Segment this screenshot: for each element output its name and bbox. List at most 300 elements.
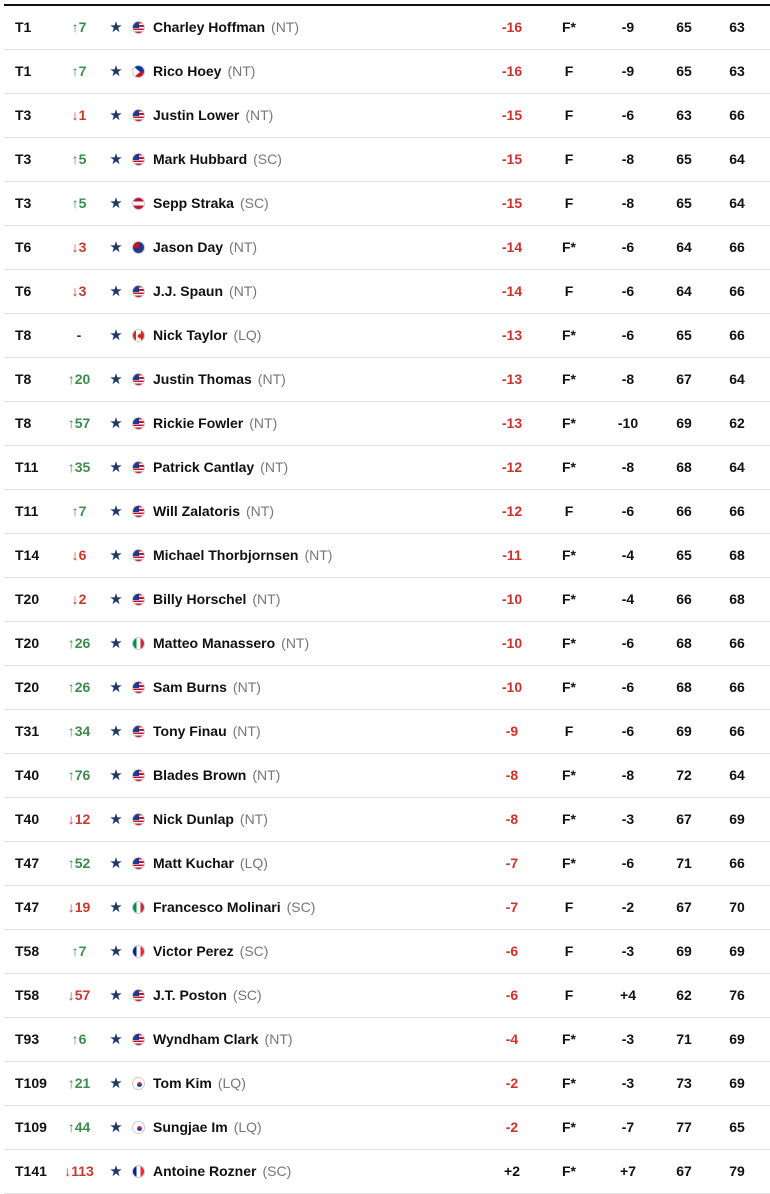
favorite-star-icon[interactable]: ★ (109, 723, 123, 740)
total-score: -16 (501, 63, 523, 79)
player-name[interactable]: Sungjae Im (153, 1119, 228, 1135)
today-score: -6 (621, 503, 635, 519)
round-2-score: 70 (729, 899, 745, 915)
round-2-score: 68 (729, 591, 745, 607)
country-flag-icon (132, 681, 145, 694)
table-row[interactable] (4, 534, 770, 578)
thru-status: F (564, 899, 574, 915)
favorite-star-icon[interactable]: ★ (109, 503, 123, 520)
tour-status: (NT) (257, 371, 286, 387)
total-score: -13 (501, 371, 523, 387)
table-row[interactable] (4, 182, 770, 226)
table-row[interactable] (4, 270, 770, 314)
position-movement: ↓3 (71, 283, 87, 299)
total-score: -8 (505, 767, 519, 783)
total-score: -10 (501, 679, 523, 695)
position: T20 (15, 635, 40, 651)
tour-status: (SC) (239, 195, 269, 211)
thru-status: F (564, 195, 574, 211)
position-movement: ↑26 (67, 635, 91, 651)
player-name[interactable]: Justin Lower (153, 107, 240, 123)
round-1-score: 64 (676, 239, 692, 255)
total-score: -15 (501, 195, 523, 211)
table-row[interactable] (4, 974, 770, 1018)
favorite-star-icon[interactable]: ★ (109, 811, 123, 828)
position: T93 (15, 1031, 40, 1047)
position: T109 (15, 1119, 47, 1135)
position: T8 (15, 371, 32, 387)
today-score: -8 (621, 151, 635, 167)
total-score: -8 (505, 811, 519, 827)
country-flag-icon (132, 65, 145, 78)
total-score: -6 (505, 987, 519, 1003)
position-movement: ↑21 (67, 1075, 91, 1091)
round-2-score: 63 (729, 63, 745, 79)
player-name[interactable]: Victor Perez (153, 943, 234, 959)
tour-status: (NT) (232, 679, 261, 695)
position-movement: ↑7 (71, 503, 87, 519)
position: T40 (15, 767, 40, 783)
round-2-score: 68 (729, 547, 745, 563)
country-flag-icon (132, 945, 145, 958)
thru-status: F (564, 943, 574, 959)
thru-status: F* (562, 327, 576, 343)
player-name[interactable]: J.J. Spaun (153, 283, 224, 299)
tour-status: (NT) (232, 723, 261, 739)
table-row[interactable] (4, 578, 770, 622)
tour-status: (NT) (246, 503, 275, 519)
favorite-star-icon[interactable]: ★ (109, 415, 123, 432)
thru-status: F (564, 503, 574, 519)
position: T31 (15, 723, 40, 739)
country-flag-icon (132, 285, 145, 298)
position-movement: ↑5 (71, 195, 87, 211)
player-name[interactable]: Nick Taylor (153, 327, 228, 343)
table-row[interactable] (4, 1018, 770, 1062)
position-movement: ↑7 (71, 63, 87, 79)
round-2-score: 66 (729, 503, 745, 519)
round-1-score: 63 (676, 107, 692, 123)
round-1-score: 69 (676, 943, 692, 959)
favorite-star-icon[interactable]: ★ (109, 1163, 123, 1180)
favorite-star-icon[interactable]: ★ (109, 459, 123, 476)
today-score: -6 (621, 855, 635, 871)
today-score: -7 (621, 1119, 635, 1135)
leaderboard (0, 4, 770, 1194)
favorite-star-icon[interactable]: ★ (109, 371, 123, 388)
today-score: -10 (617, 415, 639, 431)
round-1-score: 68 (676, 459, 692, 475)
tour-status: (NT) (260, 459, 289, 475)
round-1-score: 67 (676, 811, 692, 827)
round-2-score: 64 (729, 195, 745, 211)
position-movement: ↑26 (67, 679, 91, 695)
total-score: -15 (501, 107, 523, 123)
table-row[interactable] (4, 446, 770, 490)
tour-status: (NT) (264, 1031, 293, 1047)
total-score: -14 (501, 283, 523, 299)
favorite-star-icon[interactable]: ★ (109, 283, 123, 300)
thru-status: F* (562, 855, 576, 871)
player-name[interactable]: Rickie Fowler (153, 415, 244, 431)
player-name[interactable]: Tom Kim (153, 1075, 212, 1091)
position-movement: ↑6 (71, 1031, 87, 1047)
country-flag-icon (132, 417, 145, 430)
thru-status: F (564, 107, 574, 123)
position-movement: ↑7 (71, 943, 87, 959)
tour-status: (NT) (252, 767, 281, 783)
today-score: -6 (621, 723, 635, 739)
favorite-star-icon[interactable]: ★ (109, 1119, 123, 1136)
thru-status: F* (562, 679, 576, 695)
country-flag-icon (132, 373, 145, 386)
country-flag-icon (132, 725, 145, 738)
total-score: -12 (501, 459, 523, 475)
table-row[interactable] (4, 226, 770, 270)
round-2-score: 63 (729, 19, 745, 35)
table-row[interactable] (4, 1150, 770, 1194)
position-movement: ↓57 (67, 987, 91, 1003)
player-name[interactable]: Antoine Rozner (153, 1163, 257, 1179)
round-2-score: 66 (729, 107, 745, 123)
table-row[interactable] (4, 6, 770, 50)
tour-status: (NT) (229, 239, 258, 255)
round-2-score: 66 (729, 327, 745, 343)
tour-status: (NT) (271, 19, 300, 35)
total-score: -13 (501, 415, 523, 431)
round-2-score: 79 (729, 1163, 745, 1179)
favorite-star-icon[interactable]: ★ (109, 327, 123, 344)
total-score: -9 (505, 723, 519, 739)
thru-status: F* (562, 547, 576, 563)
position-movement: - (76, 327, 82, 343)
country-flag-icon (132, 769, 145, 782)
total-score: +2 (504, 1163, 520, 1179)
country-flag-icon (132, 1033, 145, 1046)
thru-status: F* (562, 239, 576, 255)
round-2-score: 65 (729, 1119, 745, 1135)
position: T40 (15, 811, 40, 827)
round-1-score: 73 (676, 1075, 692, 1091)
round-2-score: 62 (729, 415, 745, 431)
favorite-star-icon[interactable]: ★ (109, 767, 123, 784)
round-1-score: 67 (676, 1163, 692, 1179)
total-score: -14 (501, 239, 523, 255)
total-score: -7 (505, 855, 519, 871)
thru-status: F* (562, 591, 576, 607)
round-1-score: 69 (676, 723, 692, 739)
position: T47 (15, 855, 40, 871)
player-name[interactable]: Patrick Cantlay (153, 459, 255, 475)
total-score: -6 (505, 943, 519, 959)
favorite-star-icon[interactable]: ★ (109, 63, 123, 80)
tour-status: (LQ) (233, 327, 262, 343)
player-name[interactable]: Rico Hoey (153, 63, 222, 79)
player-name[interactable]: Jason Day (153, 239, 224, 255)
today-score: -2 (621, 899, 635, 915)
tour-status: (NT) (227, 63, 256, 79)
table-row[interactable] (4, 50, 770, 94)
round-1-score: 66 (676, 503, 692, 519)
position-movement: ↓19 (67, 899, 91, 915)
country-flag-icon (132, 549, 145, 562)
country-flag-icon (132, 21, 145, 34)
position: T58 (15, 943, 40, 959)
today-score: -6 (621, 239, 635, 255)
round-1-score: 71 (676, 855, 692, 871)
today-score: -6 (621, 283, 635, 299)
player-name[interactable]: Justin Thomas (153, 371, 252, 387)
tour-status: (NT) (239, 811, 268, 827)
today-score: -6 (621, 327, 635, 343)
position-movement: ↓2 (71, 591, 87, 607)
favorite-star-icon[interactable]: ★ (109, 19, 123, 36)
table-row[interactable] (4, 754, 770, 798)
country-flag-icon (132, 593, 145, 606)
tour-status: (LQ) (239, 855, 268, 871)
table-row[interactable] (4, 842, 770, 886)
today-score: +4 (620, 987, 636, 1003)
player-name[interactable]: Michael Thorbjornsen (153, 547, 299, 563)
player-name[interactable]: Tony Finau (153, 723, 227, 739)
round-1-score: 65 (676, 19, 692, 35)
position-movement: ↓113 (64, 1163, 94, 1179)
table-row[interactable] (4, 358, 770, 402)
position: T47 (15, 899, 40, 915)
tour-status: (NT) (252, 591, 281, 607)
today-score: -4 (621, 547, 635, 563)
position: T3 (15, 151, 32, 167)
position: T6 (15, 283, 32, 299)
position-movement: ↑7 (71, 19, 87, 35)
position: T11 (15, 503, 39, 519)
position-movement: ↓1 (71, 107, 87, 123)
round-1-score: 65 (676, 547, 692, 563)
today-score: -6 (621, 679, 635, 695)
tour-status: (NT) (229, 283, 258, 299)
country-flag-icon (132, 813, 145, 826)
round-1-score: 68 (676, 635, 692, 651)
table-row[interactable] (4, 710, 770, 754)
total-score: -2 (505, 1119, 519, 1135)
round-1-score: 65 (676, 327, 692, 343)
favorite-star-icon[interactable]: ★ (109, 987, 123, 1004)
round-2-score: 69 (729, 1075, 745, 1091)
total-score: -16 (501, 19, 523, 35)
total-score: -13 (501, 327, 523, 343)
thru-status: F* (562, 19, 576, 35)
favorite-star-icon[interactable]: ★ (109, 899, 123, 916)
round-2-score: 69 (729, 811, 745, 827)
player-name[interactable]: Sepp Straka (153, 195, 234, 211)
position: T58 (15, 987, 40, 1003)
round-1-score: 71 (676, 1031, 692, 1047)
today-score: -6 (621, 635, 635, 651)
favorite-star-icon[interactable]: ★ (109, 679, 123, 696)
position-movement: ↑5 (71, 151, 87, 167)
table-row[interactable] (4, 1062, 770, 1106)
thru-status: F* (562, 1075, 576, 1091)
favorite-star-icon[interactable]: ★ (109, 239, 123, 256)
table-row[interactable] (4, 930, 770, 974)
round-1-score: 65 (676, 151, 692, 167)
player-name[interactable]: Matt Kuchar (153, 855, 234, 871)
total-score: -11 (502, 547, 522, 563)
table-row[interactable] (4, 622, 770, 666)
player-name[interactable]: Billy Horschel (153, 591, 247, 607)
country-flag-icon (132, 153, 145, 166)
position-movement: ↑34 (67, 723, 91, 739)
total-score: -12 (501, 503, 523, 519)
today-score: -8 (621, 371, 635, 387)
favorite-star-icon[interactable]: ★ (109, 1075, 123, 1092)
position-movement: ↓6 (71, 547, 87, 563)
position-movement: ↑57 (67, 415, 91, 431)
country-flag-icon (132, 329, 145, 342)
position: T14 (15, 547, 40, 563)
tour-status: (LQ) (233, 1119, 262, 1135)
position-movement: ↑52 (67, 855, 91, 871)
position: T1 (15, 63, 32, 79)
position-movement: ↑35 (67, 459, 91, 475)
round-2-score: 66 (729, 679, 745, 695)
position: T8 (15, 415, 32, 431)
today-score: -8 (621, 195, 635, 211)
position-movement: ↑76 (67, 767, 91, 783)
round-2-score: 69 (729, 1031, 745, 1047)
favorite-star-icon[interactable]: ★ (109, 943, 123, 960)
round-2-score: 76 (729, 987, 745, 1003)
today-score: -3 (621, 1031, 635, 1047)
position: T3 (15, 195, 32, 211)
position: T141 (15, 1163, 47, 1179)
player-name[interactable]: Francesco Molinari (153, 899, 281, 915)
player-name[interactable]: Charley Hoffman (153, 19, 266, 35)
thru-status: F* (562, 371, 576, 387)
player-name[interactable]: Wyndham Clark (153, 1031, 259, 1047)
today-score: -8 (621, 459, 635, 475)
table-row[interactable] (4, 402, 770, 446)
round-2-score: 64 (729, 151, 745, 167)
round-1-score: 65 (676, 63, 692, 79)
thru-status: F (564, 283, 574, 299)
today-score: -6 (621, 107, 635, 123)
country-flag-icon (132, 1121, 145, 1134)
today-score: -3 (621, 811, 635, 827)
player-name[interactable]: Sam Burns (153, 679, 227, 695)
table-row[interactable] (4, 138, 770, 182)
today-score: -3 (621, 943, 635, 959)
table-row[interactable] (4, 1106, 770, 1150)
position-movement: ↑20 (67, 371, 91, 387)
favorite-star-icon[interactable]: ★ (109, 107, 123, 124)
round-2-score: 66 (729, 635, 745, 651)
country-flag-icon (132, 989, 145, 1002)
player-name[interactable]: Will Zalatoris (153, 503, 241, 519)
player-name[interactable]: J.T. Poston (153, 987, 227, 1003)
thru-status: F* (562, 635, 576, 651)
country-flag-icon (132, 197, 145, 210)
round-1-score: 77 (676, 1119, 692, 1135)
today-score: -9 (621, 19, 635, 35)
round-1-score: 72 (676, 767, 692, 783)
thru-status: F (564, 723, 574, 739)
round-2-score: 64 (729, 767, 745, 783)
tour-status: (SC) (232, 987, 262, 1003)
tour-status: (LQ) (217, 1075, 246, 1091)
player-name[interactable]: Nick Dunlap (153, 811, 234, 827)
thru-status: F* (562, 811, 576, 827)
thru-status: F (564, 63, 574, 79)
round-2-score: 64 (729, 371, 745, 387)
position: T6 (15, 239, 32, 255)
tour-status: (NT) (249, 415, 278, 431)
favorite-star-icon[interactable]: ★ (109, 591, 123, 608)
favorite-star-icon[interactable]: ★ (109, 151, 123, 168)
player-name[interactable]: Matteo Manassero (153, 635, 276, 651)
position: T1 (15, 19, 32, 35)
thru-status: F* (562, 1119, 576, 1135)
favorite-star-icon[interactable]: ★ (109, 855, 123, 872)
player-name[interactable]: Blades Brown (153, 767, 247, 783)
position-movement: ↓12 (67, 811, 91, 827)
round-1-score: 68 (676, 679, 692, 695)
favorite-star-icon[interactable]: ★ (109, 195, 123, 212)
round-2-score: 66 (729, 239, 745, 255)
round-1-score: 66 (676, 591, 692, 607)
round-1-score: 67 (676, 899, 692, 915)
table-row[interactable] (4, 490, 770, 534)
table-row[interactable] (4, 666, 770, 710)
position: T109 (15, 1075, 47, 1091)
thru-status: F (564, 987, 574, 1003)
thru-status: F (564, 151, 574, 167)
position: T20 (15, 679, 40, 695)
position: T8 (15, 327, 32, 343)
round-1-score: 62 (676, 987, 692, 1003)
table-row[interactable] (4, 798, 770, 842)
leaderboard-rows (0, 6, 770, 1194)
position: T11 (15, 459, 39, 475)
today-score: +7 (620, 1163, 636, 1179)
thru-status: F* (562, 767, 576, 783)
total-score: -4 (505, 1031, 519, 1047)
table-row[interactable] (4, 886, 770, 930)
today-score: -8 (621, 767, 635, 783)
tour-status: (NT) (304, 547, 333, 563)
position-movement: ↑44 (67, 1119, 91, 1135)
total-score: -15 (501, 151, 523, 167)
round-1-score: 67 (676, 371, 692, 387)
round-2-score: 66 (729, 723, 745, 739)
thru-status: F* (562, 415, 576, 431)
tour-status: (NT) (245, 107, 274, 123)
country-flag-icon (132, 857, 145, 870)
thru-status: F* (562, 1031, 576, 1047)
country-flag-icon (132, 901, 145, 914)
player-name[interactable]: Mark Hubbard (153, 151, 248, 167)
table-row[interactable] (4, 314, 770, 358)
table-row[interactable] (4, 94, 770, 138)
total-score: -7 (505, 899, 519, 915)
favorite-star-icon[interactable]: ★ (109, 1031, 123, 1048)
tour-status: (SC) (253, 151, 282, 167)
favorite-star-icon[interactable]: ★ (109, 547, 123, 564)
total-score: -10 (501, 591, 523, 607)
country-flag-icon (132, 505, 145, 518)
round-2-score: 69 (729, 943, 745, 959)
favorite-star-icon[interactable]: ★ (109, 635, 123, 652)
